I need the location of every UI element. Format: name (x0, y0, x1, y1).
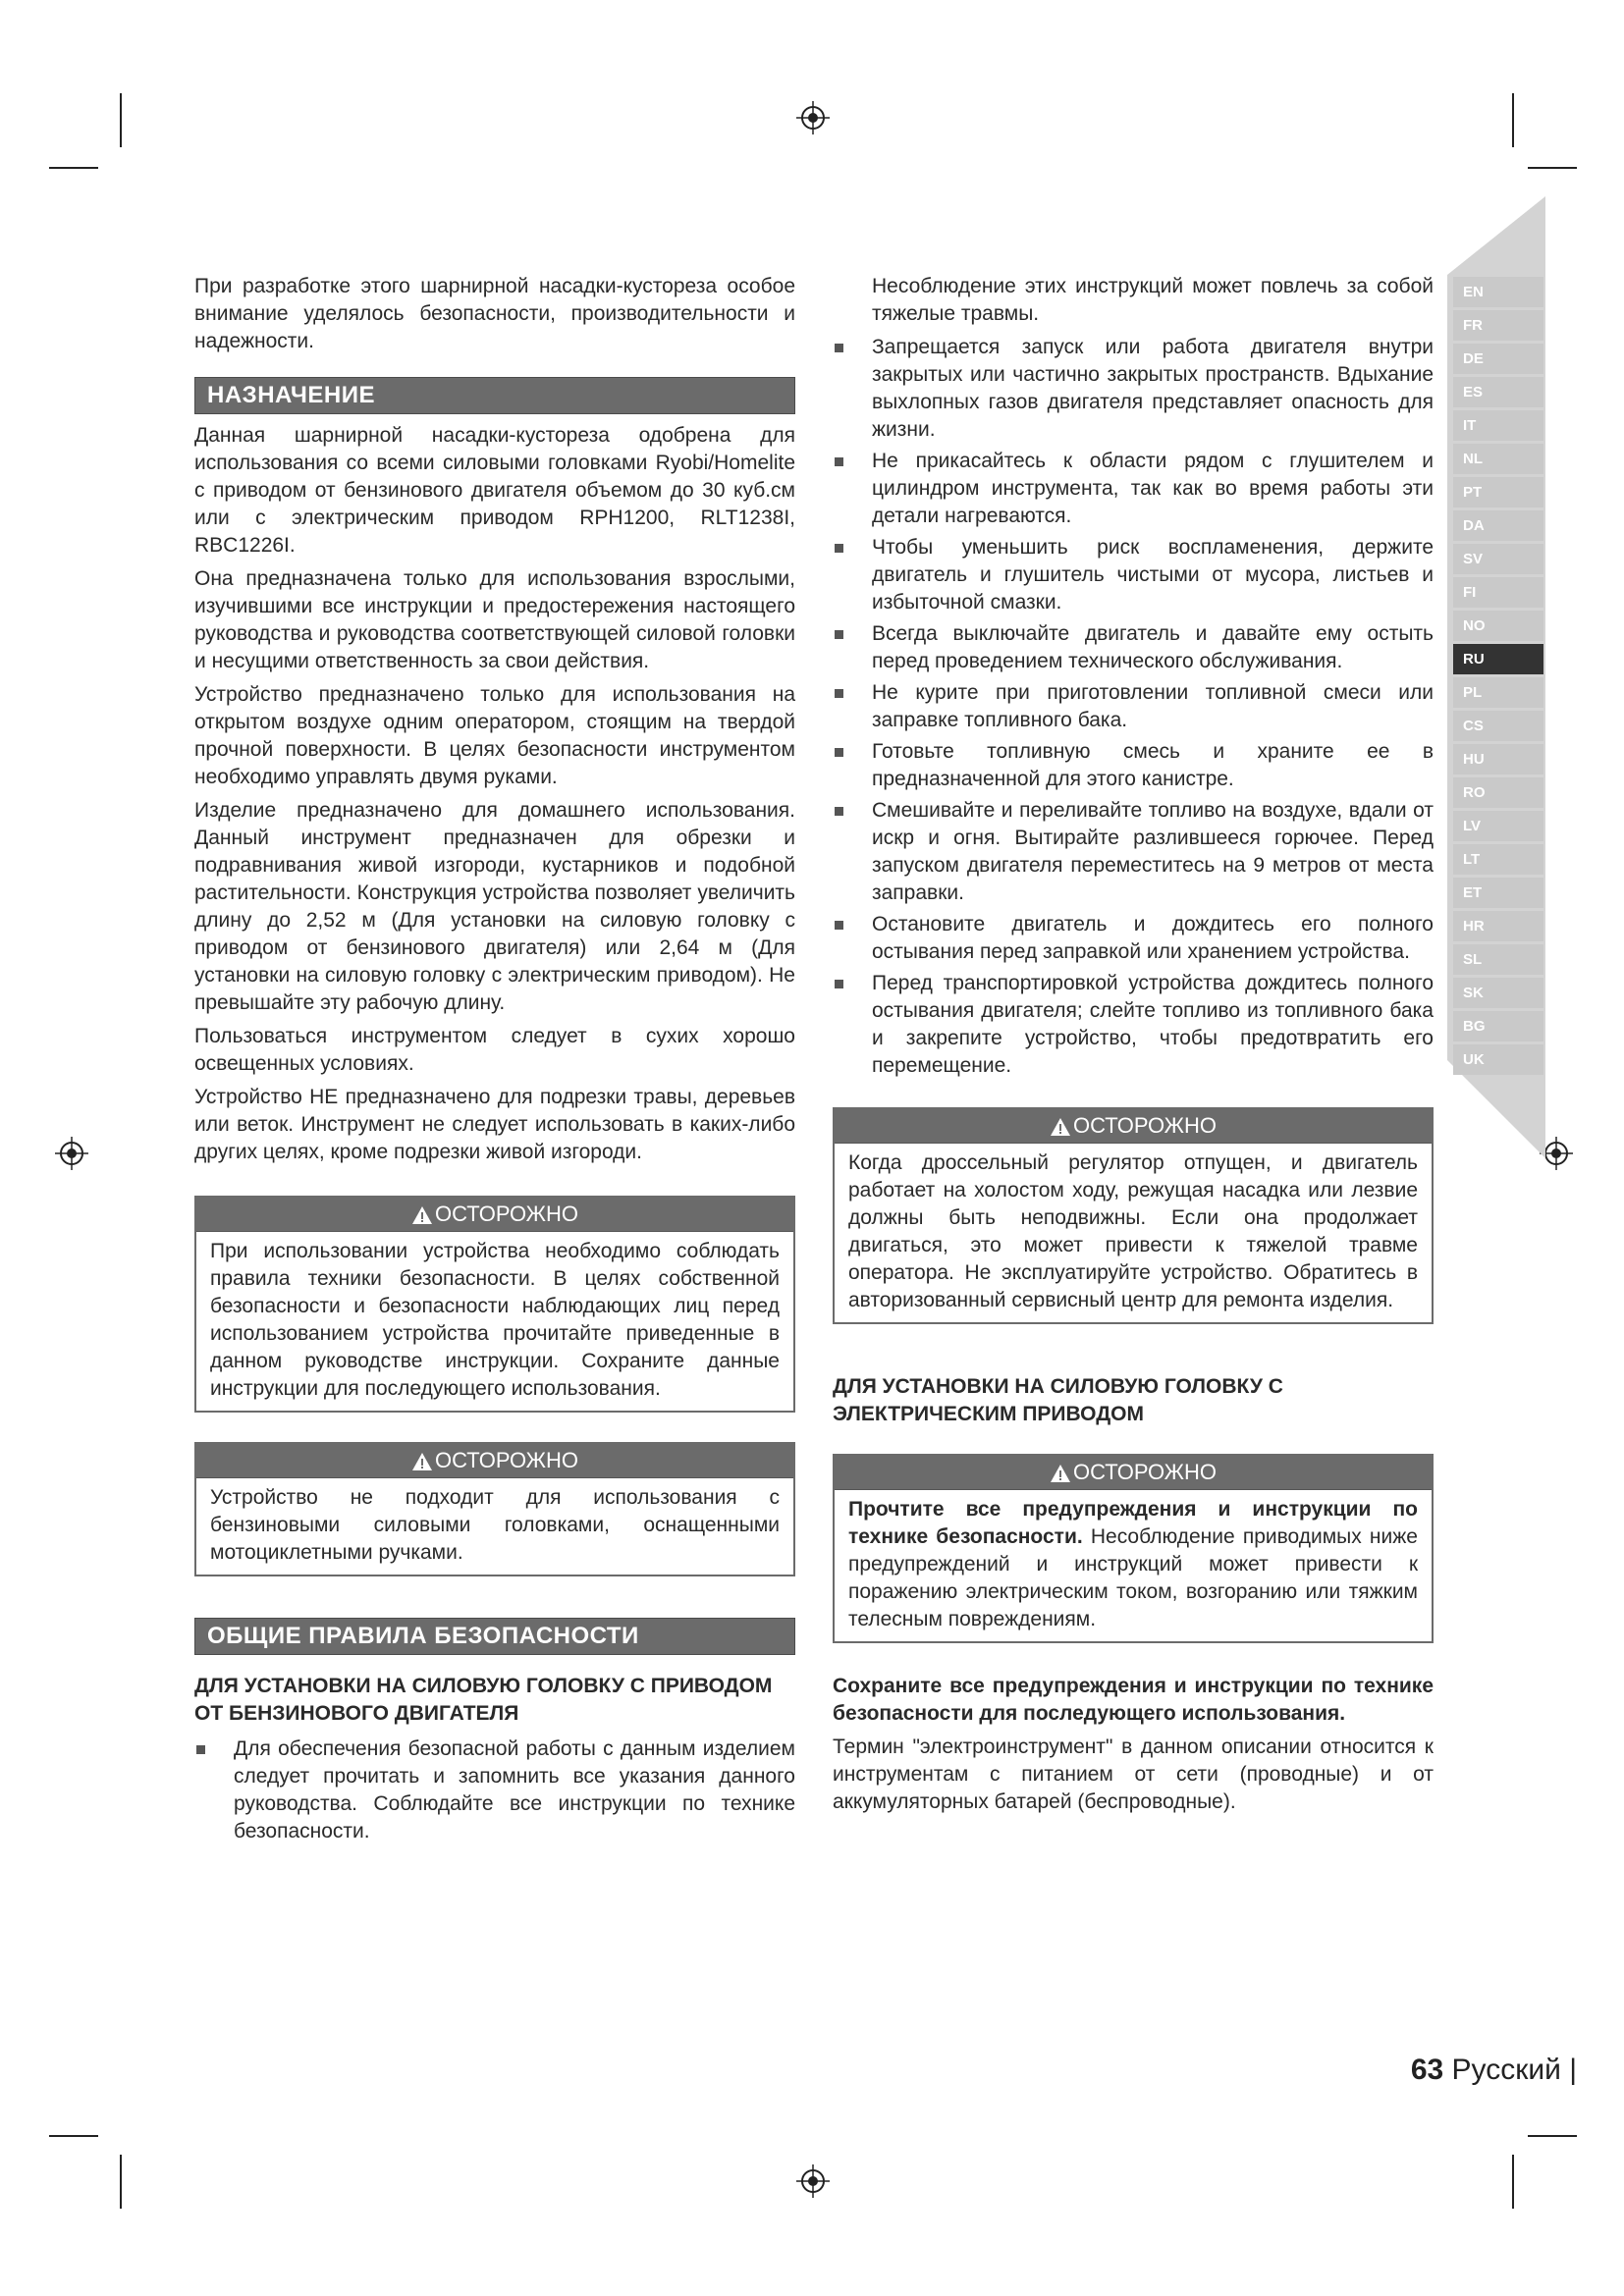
warning-bold-text: Прочтите все предупреждения и инструкции по технике безопасности. (848, 1498, 1418, 1548)
language-tab-ru[interactable]: RU (1453, 644, 1543, 674)
warning-text: Устройство не подходит для использования с бензиновыми силовыми головками, оснащенными мотоциклетными ручками. (210, 1486, 780, 1564)
intro-text: При разработке этого шарнирной насадки-кустореза особое внимание уделялось безопасности, производительности и надежности. (194, 275, 795, 352)
footer-language: Русский (1451, 2054, 1561, 2086)
language-tab-da[interactable]: DA (1453, 510, 1543, 541)
warning-triangle-icon (1050, 1117, 1071, 1137)
language-tab-fi[interactable]: FI (1453, 577, 1543, 608)
warning-box (833, 1454, 1434, 1643)
language-tab-hu[interactable]: HU (1453, 744, 1543, 774)
warning-triangle-icon (1050, 1464, 1071, 1483)
purpose-paragraph: Устройство предназначено только для использования на открытом воздухе одним оператором, стоящим на твердой прочной поверхности. В целях безопасности инструментом необходимо управлять двумя руками. (194, 683, 795, 788)
petrol-subheading: ДЛЯ УСТАНОВКИ НА СИЛОВУЮ ГОЛОВКУ С ПРИВОДОМ ОТ БЕНЗИНОВОГО ДВИГАТЕЛЯ (194, 1675, 773, 1725)
language-tab-lt[interactable]: LT (1453, 844, 1543, 875)
language-tab-en[interactable]: EN (1453, 277, 1543, 307)
language-tab-hr[interactable]: HR (1453, 911, 1543, 941)
language-tab-de[interactable]: DE (1453, 344, 1543, 374)
crop-mark (49, 167, 98, 169)
list-item: Перед транспортировкой устройства дождитесь полного остывания двигателя; слейте топливо из топливного бака и закрепите устройство, чтобы предотвратить его перемещение. (833, 970, 1434, 1080)
continuation-text: Несоблюдение этих инструкций может повлечь за собой тяжелые травмы. (872, 275, 1434, 325)
left-column (194, 273, 795, 1849)
warning-title: ОСТОРОЖНО (435, 1201, 578, 1226)
right-column (833, 273, 1434, 1822)
safety-list (194, 1735, 795, 1845)
term-note: Термин "электроинструмент" в данном описании относится к инструментам с питанием от сети (проводные) и от аккумуляторных батарей (беспроводные). (833, 1735, 1434, 1813)
language-tab-es[interactable]: ES (1453, 377, 1543, 407)
purpose-paragraph: Устройство НЕ предназначено для подрезки травы, деревьев или веток. Инструмент не следует использовать в каких-либо других целях, кроме подрезки живой изгороди. (194, 1086, 795, 1163)
registration-mark-icon (55, 1137, 88, 1170)
crop-mark (49, 2135, 98, 2137)
purpose-paragraph: Она предназначена только для использования взрослыми, изучившими все инструкции и предостережения настоящего руководства и руководства соответствующей силовой головки и несущими ответственность за свои действия. (194, 567, 795, 672)
language-tab-bg[interactable]: BG (1453, 1011, 1543, 1041)
purpose-paragraph: Изделие предназначено для домашнего использования. Данный инструмент предназначен для обрезки и подравнивания живой изгороди, кустарников и подобной растительности. Конструкция устройства позволяет увеличить длину до 2,52 м (Для установки на силовую головку с приводом от бензинового двигателя) или 2,64 м (Для установки на силовую головку с электрическим приводом). Не превышайте эту рабочую длину. (194, 799, 795, 1014)
save-note: Сохраните все предупреждения и инструкции по технике безопасности для последующего использования. (833, 1675, 1434, 1725)
list-item: Готовьте топливную смесь и храните ее в предназначенной для этого канистре. (833, 738, 1434, 793)
list-item: Всегда выключайте двигатель и давайте ему остыть перед проведением технического обслуживания. (833, 620, 1434, 675)
warning-box (194, 1196, 795, 1413)
warning-title: ОСТОРОЖНО (435, 1448, 578, 1472)
crop-mark (120, 93, 122, 147)
language-tab-cs[interactable]: CS (1453, 711, 1543, 741)
registration-mark-icon (796, 101, 830, 134)
list-item: Не прикасайтесь к области рядом с глушителем и цилиндром инструмента, так как во время работы эти детали нагреваются. (833, 448, 1434, 530)
language-tab-pt[interactable]: PT (1453, 477, 1543, 507)
purpose-paragraph: Пользоваться инструментом следует в сухих хорошо освещенных условиях. (194, 1025, 795, 1075)
list-item: Не курите при приготовлении топливной смеси или заправке топливного бака. (833, 679, 1434, 734)
warning-text: Несоблюдение приводимых ниже предупреждений и инструкций может привести к поражению электрическим током, возгоранию или тяжким телесным повреждениям. (848, 1525, 1418, 1630)
warning-header (835, 1109, 1432, 1144)
warning-box (194, 1442, 795, 1576)
safety-list (833, 334, 1434, 1080)
language-tabs (1453, 277, 1543, 1078)
list-item: Чтобы уменьшить риск воспламенения, держите двигатель и глушитель чистыми от мусора, листьев и избыточной смазки. (833, 534, 1434, 616)
language-tab-ro[interactable]: RO (1453, 777, 1543, 808)
purpose-heading: НАЗНАЧЕНИЕ (194, 377, 795, 414)
language-tab-lv[interactable]: LV (1453, 811, 1543, 841)
language-tab-no[interactable]: NO (1453, 611, 1543, 641)
electric-subheading: ДЛЯ УСТАНОВКИ НА СИЛОВУЮ ГОЛОВКУ С ЭЛЕКТРИЧЕСКИМ ПРИВОДОМ (833, 1375, 1283, 1425)
warning-header (196, 1198, 793, 1232)
general-safety-heading: ОБЩИЕ ПРАВИЛА БЕЗОПАСНОСТИ (194, 1618, 795, 1655)
purpose-paragraph: Данная шарнирной насадки-кустореза одобрена для использования со всеми силовыми головками Ryobi/Homelite с приводом от бензинового двигателя объемом до 30 куб.см или с электрическим приводом RPH1200, RLT1238I, RBC1226I. (194, 424, 795, 557)
warning-title: ОСТОРОЖНО (1073, 1460, 1217, 1484)
warning-triangle-icon (411, 1205, 433, 1225)
list-item: Смешивайте и переливайте топливо на воздухе, вдали от искр и огня. Вытирайте разлившееся горючее. Перед запуском двигателя переместитесь на 9 метров от места заправки. (833, 797, 1434, 907)
crop-mark (120, 2155, 122, 2209)
warning-title: ОСТОРОЖНО (1073, 1113, 1217, 1138)
warning-box (833, 1107, 1434, 1324)
language-tab-sv[interactable]: SV (1453, 544, 1543, 574)
warning-text: Когда дроссельный регулятор отпущен, и двигатель работает на холостом ходу, режущая насадка или лезвие должны быть неподвижны. Если она продолжает двигаться, это может привести к тяжелой травме оператора. Не эксплуатируйте устройство. Обратитесь в авторизованный сервисный центр для ремонта изделия. (848, 1151, 1418, 1311)
page-footer: 63 Русский | (1410, 2054, 1577, 2086)
language-tab-nl[interactable]: NL (1453, 444, 1543, 474)
language-tab-pl[interactable]: PL (1453, 677, 1543, 708)
language-tab-fr[interactable]: FR (1453, 310, 1543, 341)
crop-mark (1512, 93, 1514, 147)
warning-triangle-icon (411, 1452, 433, 1471)
crop-mark (1528, 167, 1577, 169)
list-item: Для обеспечения безопасной работы с данным изделием следует прочитать и запомнить все указания данного руководства. Соблюдайте все инструкции по технике безопасности. (194, 1735, 795, 1845)
language-tab-uk[interactable]: UK (1453, 1044, 1543, 1075)
warning-header (835, 1456, 1432, 1490)
list-item: Запрещается запуск или работа двигателя внутри закрытых или частично закрытых пространств. Вдыхание выхлопных газов двигателя представляет опасность для жизни. (833, 334, 1434, 444)
language-tab-sl[interactable]: SL (1453, 944, 1543, 975)
language-tab-et[interactable]: ET (1453, 878, 1543, 908)
warning-header (196, 1444, 793, 1478)
list-item: Остановите двигатель и дождитесь его полного остывания перед заправкой или хранением устройства. (833, 911, 1434, 966)
crop-mark (1528, 2135, 1577, 2137)
crop-mark (1512, 2155, 1514, 2209)
page-number: 63 (1410, 2054, 1444, 2086)
language-tab-it[interactable]: IT (1453, 410, 1543, 441)
registration-mark-icon (796, 2164, 830, 2198)
warning-text: При использовании устройства необходимо соблюдать правила техники безопасности. В целях собственной безопасности и безопасности наблюдающих лиц перед использованием устройства прочитайте приведенные в данном руководстве инструкции. Сохраните данные инструкции для последующего использования. (210, 1240, 780, 1400)
language-tab-sk[interactable]: SK (1453, 978, 1543, 1008)
